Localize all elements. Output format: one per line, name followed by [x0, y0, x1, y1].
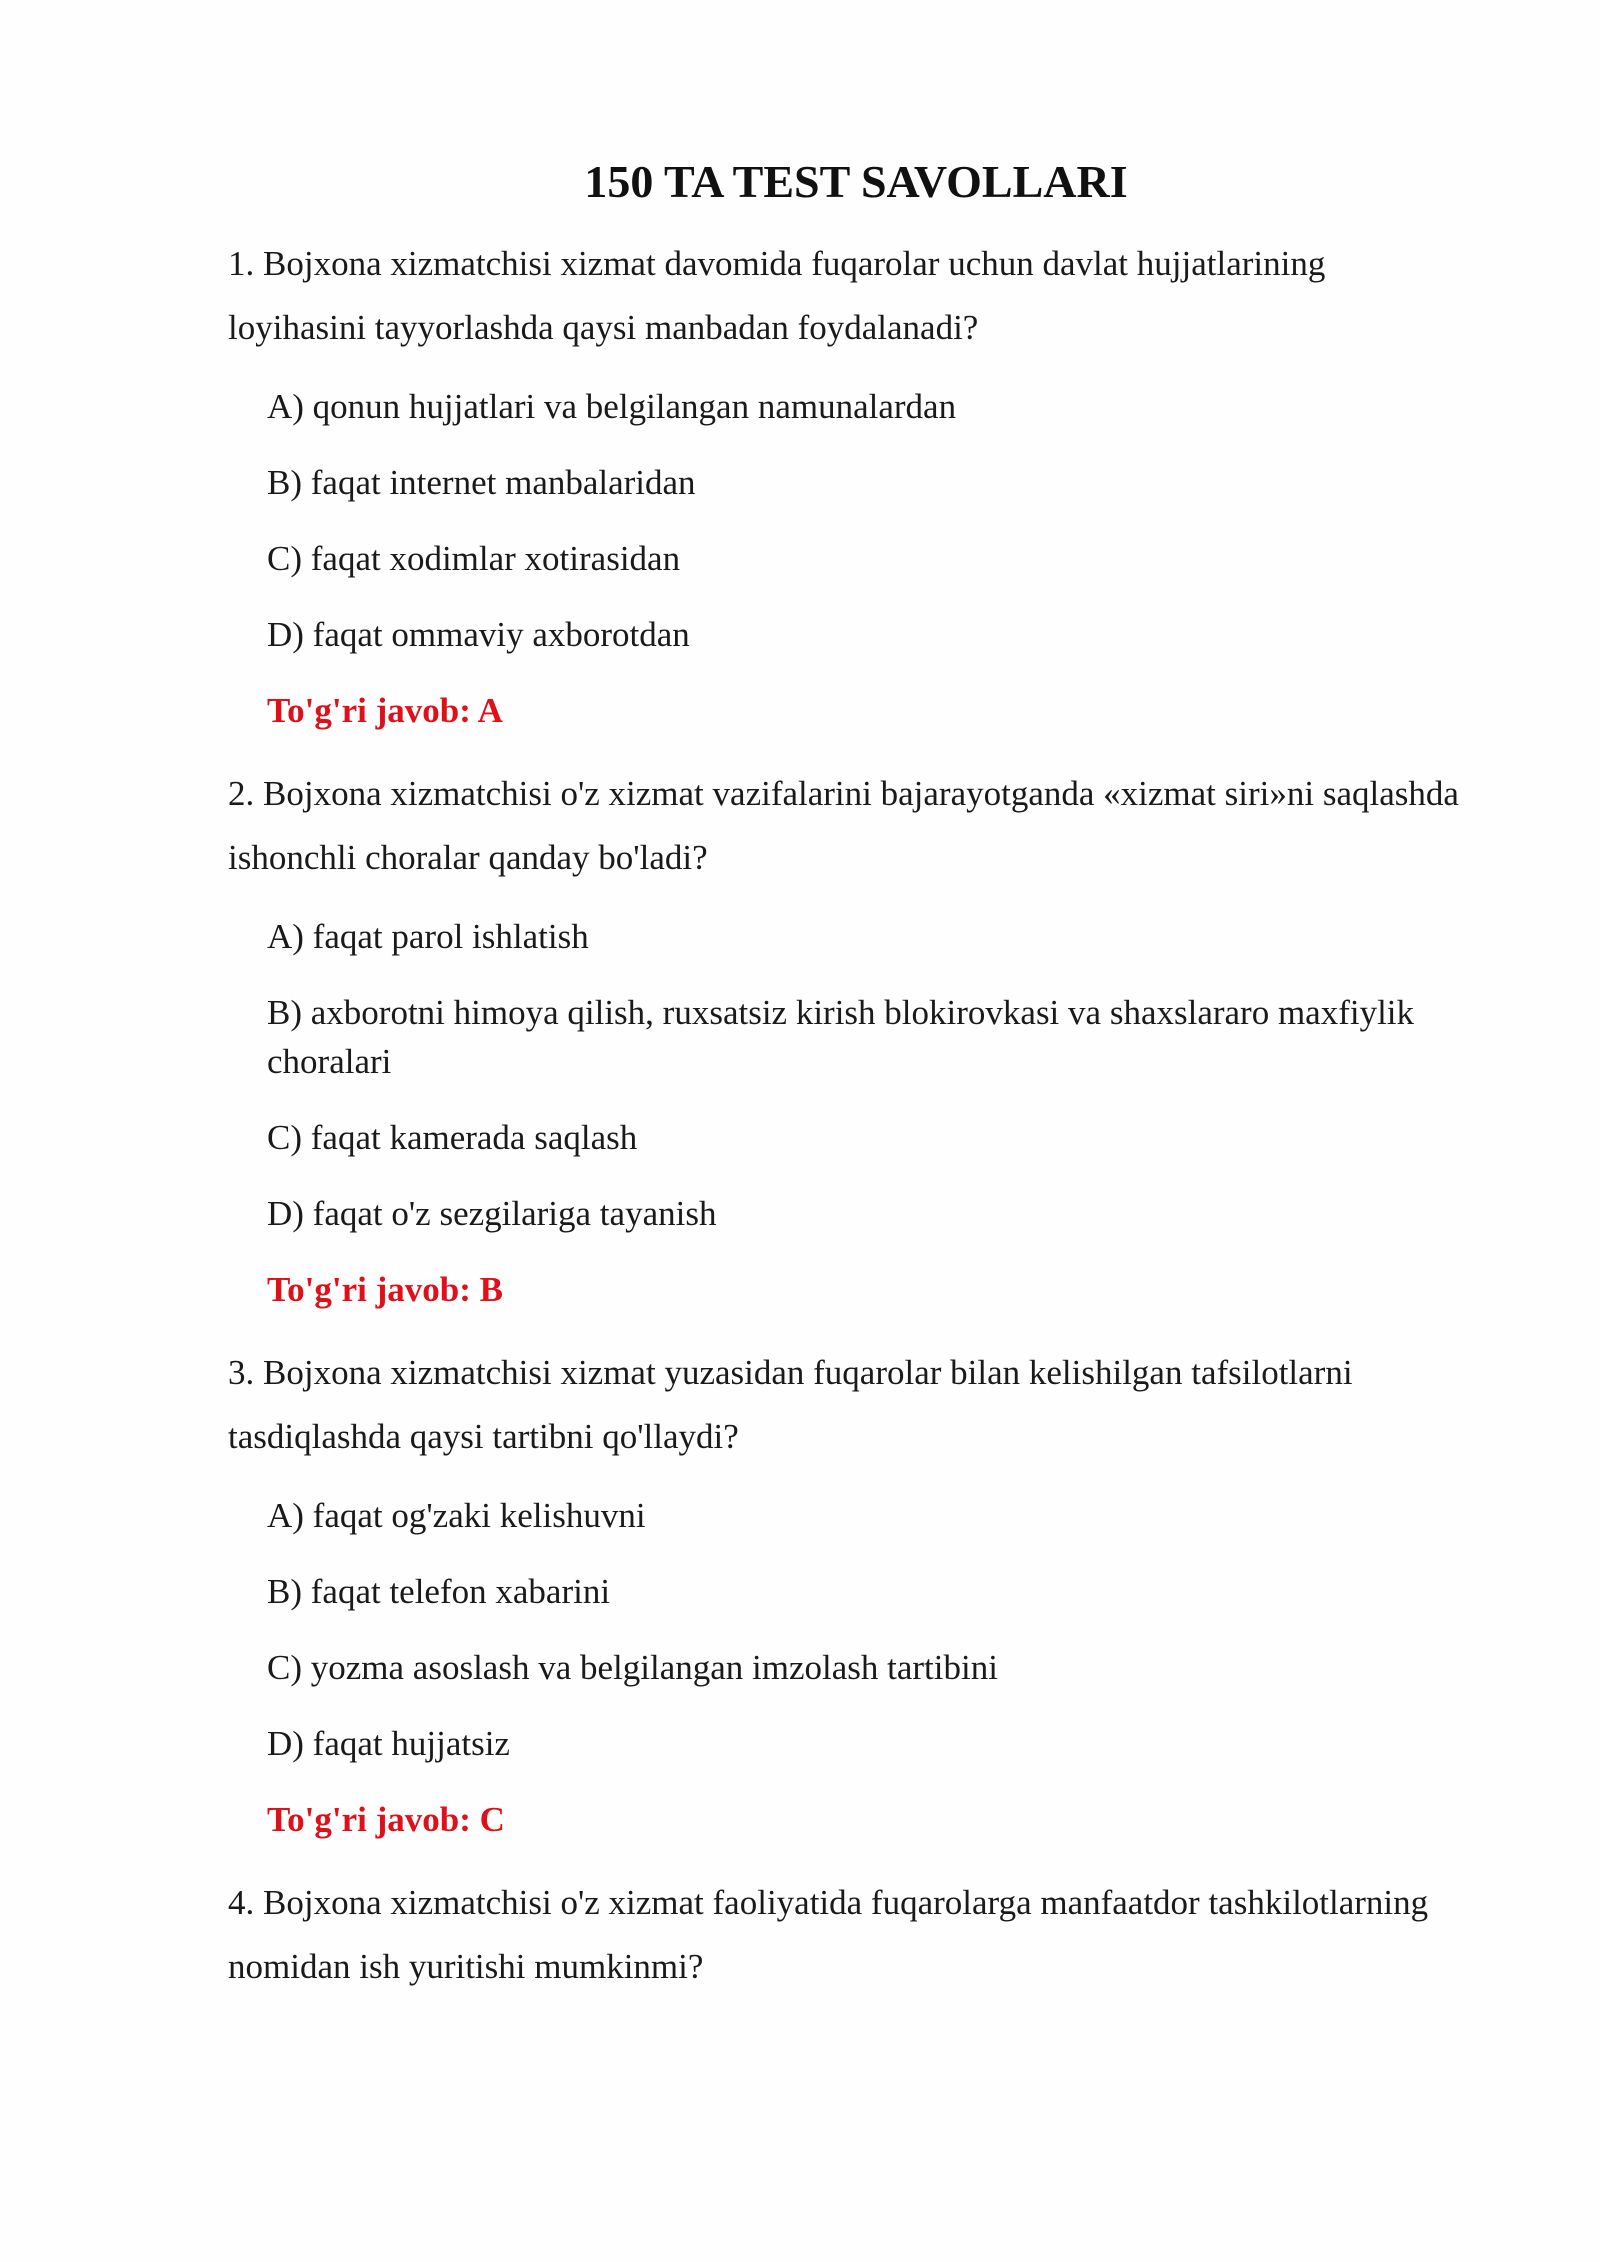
option-b: B) axborotni himoya qilish, ruxsatsiz kirish blokirovkasi va shaxslararo maxfiylik choralari: [267, 993, 1415, 1081]
correct-answer: To'g'ri javob: C: [267, 1800, 505, 1839]
question-4: [228, 1871, 1460, 1999]
question-list: [228, 232, 1460, 2021]
question-1: [228, 232, 1460, 735]
question-2: [228, 762, 1460, 1314]
document-title: 150 TA TEST SAVOLLARI: [584, 156, 1128, 207]
option-a: A) faqat parol ishlatish: [267, 917, 589, 956]
option-c: C) yozma asoslash va belgilangan imzolash tartibini: [267, 1648, 998, 1687]
correct-answer: To'g'ri javob: A: [267, 691, 503, 730]
option-a: A) faqat og'zaki kelishuvni: [267, 1496, 646, 1535]
option-d: D) faqat o'z sezgilariga tayanish: [267, 1194, 717, 1233]
correct-answer: To'g'ri javob: B: [267, 1270, 503, 1309]
option-c: C) faqat xodimlar xotirasidan: [267, 539, 681, 578]
option-a: A) qonun hujjatlari va belgilangan namunalardan: [267, 387, 957, 426]
question-text: 2. Bojxona xizmatchisi o'z xizmat vazifalarini bajarayotganda «xizmat siri»ni saqlashda ishonchli choralar qanday bo'ladi?: [228, 774, 1459, 877]
option-d: D) faqat hujjatsiz: [267, 1724, 510, 1763]
question-text: 4. Bojxona xizmatchisi o'z xizmat faoliyatida fuqarolarga manfaatdor tashkilotlarning nomidan ish yuritishi mumkinmi?: [228, 1883, 1429, 1986]
question-text: 3. Bojxona xizmatchisi xizmat yuzasidan fuqarolar bilan kelishilgan tafsilotlarni tasdiqlashda qaysi tartibni qo'llaydi?: [228, 1353, 1353, 1456]
option-b: B) faqat internet manbalaridan: [267, 463, 696, 502]
option-b: B) faqat telefon xabarini: [267, 1572, 611, 1611]
option-c: C) faqat kamerada saqlash: [267, 1118, 638, 1157]
question-text: 1. Bojxona xizmatchisi xizmat davomida fuqarolar uchun davlat hujjatlarining loyihasini tayyorlashda qaysi manbadan foydalanadi?: [228, 244, 1326, 347]
question-3: [228, 1341, 1460, 1844]
option-d: D) faqat ommaviy axborotdan: [267, 615, 690, 654]
